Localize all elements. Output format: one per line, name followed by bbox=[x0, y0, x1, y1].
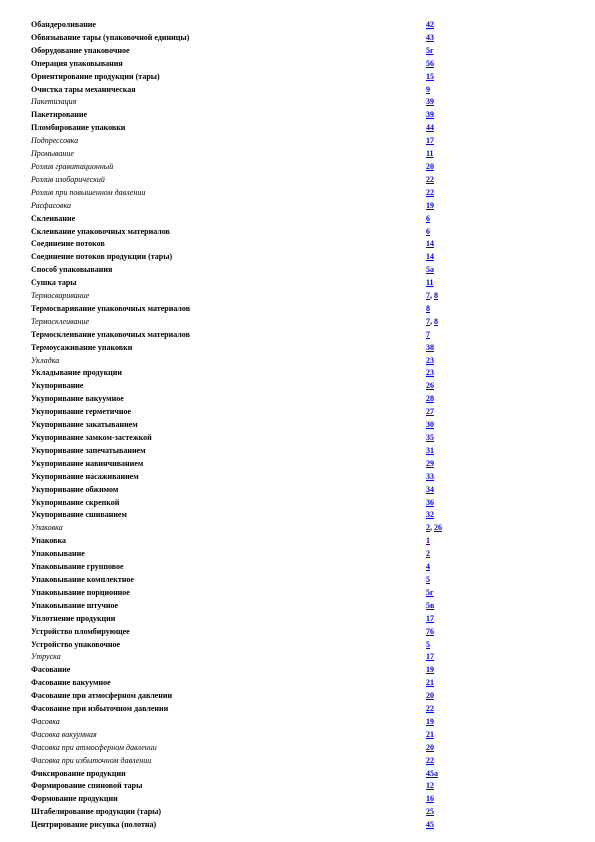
index-row bbox=[31, 561, 571, 574]
index-row bbox=[31, 677, 571, 690]
index-refs bbox=[426, 135, 434, 148]
index-ref-link[interactable]: 39 bbox=[426, 97, 434, 107]
index-ref-link[interactable]: 6 bbox=[426, 226, 430, 236]
index-refs bbox=[426, 755, 434, 768]
index-term: Фасование при избыточном давлении bbox=[31, 704, 169, 714]
index-ref-link[interactable]: 42 bbox=[426, 20, 434, 29]
index-row bbox=[31, 213, 571, 226]
index-refs bbox=[426, 303, 430, 316]
index-ref-link[interactable]: 20 bbox=[426, 742, 434, 752]
index-refs bbox=[426, 509, 434, 522]
index-term: Укупоривание вакуумное bbox=[31, 394, 124, 404]
index-term: Фасование при атмосферном давлении bbox=[31, 691, 173, 701]
index-row bbox=[31, 238, 571, 251]
index-ref-link[interactable]: 21 bbox=[426, 729, 434, 739]
index-row bbox=[31, 432, 571, 445]
index-refs bbox=[426, 264, 434, 277]
index-term: Штабелирование продукции (тары) bbox=[31, 807, 162, 817]
index-ref-link[interactable]: 14 bbox=[426, 252, 434, 262]
index-row bbox=[31, 780, 571, 793]
index-row bbox=[31, 471, 571, 484]
index-refs bbox=[426, 316, 438, 329]
index-term: Фасовка при атмосферном давлении bbox=[31, 742, 157, 752]
index-ref-link[interactable]: 30 bbox=[426, 420, 434, 430]
index-row bbox=[31, 664, 571, 677]
index-refs bbox=[426, 780, 434, 793]
index-refs bbox=[426, 742, 434, 755]
index-row bbox=[31, 277, 571, 290]
index-refs bbox=[426, 793, 434, 806]
index-row bbox=[31, 303, 571, 316]
index-row bbox=[31, 729, 571, 742]
index-ref-link[interactable]: 7 bbox=[426, 291, 430, 301]
index-term: Розлив гравитационный bbox=[31, 161, 114, 171]
index-row bbox=[31, 703, 571, 716]
index-row bbox=[31, 458, 571, 471]
index-term: Розлив при повышенном давлении bbox=[31, 187, 146, 197]
index-term: Формование продукции bbox=[31, 794, 118, 804]
index-ref-link[interactable]: 19 bbox=[426, 716, 434, 726]
index-term: Соединение потоков продукции (тары) bbox=[31, 252, 173, 262]
index-row bbox=[31, 690, 571, 703]
index-term: Склеивание bbox=[31, 213, 76, 223]
index-refs bbox=[426, 342, 434, 355]
index-refs bbox=[426, 471, 434, 484]
index-ref-link[interactable]: 9 bbox=[426, 84, 430, 94]
index-term: Термосклеивание bbox=[31, 316, 90, 326]
index-ref-link[interactable]: 2 bbox=[426, 549, 430, 559]
index-term: Упаковывание групповое bbox=[31, 562, 124, 572]
index-refs bbox=[426, 587, 434, 600]
index-ref-link[interactable]: 45 bbox=[426, 820, 434, 830]
index-row bbox=[31, 329, 571, 342]
index-term: Упаковывание комплектное bbox=[31, 574, 134, 584]
index-term: Оборудование упаковочное bbox=[31, 45, 130, 55]
index-term: Укупоривание bbox=[31, 381, 84, 391]
index-row bbox=[31, 251, 571, 264]
index-term: Термосваривание bbox=[31, 291, 90, 301]
index-term: Розлив изобарический bbox=[31, 174, 105, 184]
index-term: Укупоривание запечатыванием bbox=[31, 445, 146, 455]
index-ref-link[interactable]: 5г bbox=[426, 587, 434, 597]
index-ref-link[interactable]: 19 bbox=[426, 200, 434, 210]
index-refs bbox=[426, 690, 434, 703]
index-row bbox=[31, 639, 571, 652]
index-row bbox=[31, 290, 571, 303]
index-ref-link[interactable]: 5 bbox=[426, 574, 430, 584]
index-ref-link[interactable]: 15 bbox=[426, 71, 434, 81]
index-row bbox=[31, 419, 571, 432]
index-ref-link[interactable]: 5в bbox=[426, 600, 435, 610]
index-refs bbox=[426, 226, 430, 239]
index-ref-link[interactable]: 22 bbox=[426, 755, 434, 765]
index-refs bbox=[426, 380, 434, 393]
index-ref-link[interactable]: 25 bbox=[426, 807, 434, 817]
index-term: Операция упаковывания bbox=[31, 58, 123, 68]
index-row bbox=[31, 148, 571, 161]
index-refs bbox=[426, 458, 434, 471]
index-ref-link[interactable]: 23 bbox=[426, 355, 434, 365]
index-row bbox=[31, 187, 571, 200]
index-ref-link[interactable]: 36 bbox=[426, 497, 434, 507]
index-refs bbox=[426, 109, 434, 122]
index-row bbox=[31, 109, 571, 122]
index-row bbox=[31, 484, 571, 497]
index-refs bbox=[426, 716, 434, 729]
index-ref-link[interactable]: 17 bbox=[426, 613, 434, 623]
index-refs bbox=[426, 393, 434, 406]
index-row bbox=[31, 819, 571, 832]
index-term: Термосваривание упаковочных материалов bbox=[31, 303, 191, 313]
index-row bbox=[31, 445, 571, 458]
index-refs bbox=[426, 355, 434, 368]
index-refs bbox=[426, 96, 434, 109]
index-ref-link[interactable]: 27 bbox=[426, 407, 434, 417]
index-term: Фасовка bbox=[31, 716, 60, 726]
index-refs bbox=[426, 768, 438, 781]
index-row bbox=[31, 264, 571, 277]
index-refs bbox=[426, 277, 434, 290]
index-term: Способ упаковывания bbox=[31, 265, 113, 275]
index-refs bbox=[426, 626, 434, 639]
index-refs bbox=[426, 497, 434, 510]
index-row bbox=[31, 793, 571, 806]
index-term: Устройство пломбирующее bbox=[31, 626, 130, 636]
index-refs bbox=[426, 58, 434, 71]
index-row bbox=[31, 32, 571, 45]
index-ref-link[interactable]: 8 bbox=[434, 316, 438, 326]
index-ref-link[interactable]: 4 bbox=[426, 562, 430, 572]
index-refs bbox=[426, 522, 442, 535]
index-row bbox=[31, 509, 571, 522]
index-row bbox=[31, 548, 571, 561]
index-ref-link[interactable]: 22 bbox=[426, 187, 434, 197]
index-refs bbox=[426, 84, 430, 97]
index-refs bbox=[426, 484, 434, 497]
index-row bbox=[31, 355, 571, 368]
index-term: Обвязывание тары (упаковочной единицы) bbox=[31, 32, 190, 42]
index-refs bbox=[426, 600, 434, 613]
index-ref-link[interactable]: 22 bbox=[426, 174, 434, 184]
index-row bbox=[31, 522, 571, 535]
index-row bbox=[31, 768, 571, 781]
index-ref-link[interactable]: 12 bbox=[426, 781, 434, 791]
index-term: Укупоривание обжимом bbox=[31, 484, 119, 494]
index-row bbox=[31, 200, 571, 213]
index-ref-link[interactable]: 38 bbox=[426, 342, 434, 352]
index-term: Упаковывание штучное bbox=[31, 600, 119, 610]
index-refs bbox=[426, 703, 434, 716]
index-ref-link[interactable]: 16 bbox=[426, 794, 434, 804]
index-term: Пакетирование bbox=[31, 110, 88, 120]
index-term: Сушка тары bbox=[31, 278, 77, 288]
index-refs bbox=[426, 639, 430, 652]
index-term: Пломбирование упаковки bbox=[31, 123, 126, 133]
index-row bbox=[31, 367, 571, 380]
index-term: Упаковка bbox=[31, 523, 63, 533]
index-row bbox=[31, 380, 571, 393]
index-ref-link[interactable]: 6 bbox=[426, 213, 430, 223]
index-refs bbox=[426, 819, 434, 832]
index-term: Укладка bbox=[31, 355, 60, 365]
index-ref-link[interactable]: 26 bbox=[434, 523, 442, 533]
index-refs bbox=[426, 200, 434, 213]
index-row bbox=[31, 174, 571, 187]
index-refs bbox=[426, 535, 430, 548]
index-term: Термосклеивание упаковочных материалов bbox=[31, 329, 190, 339]
ref-separator: , bbox=[430, 316, 434, 326]
index-ref-link[interactable]: 76 bbox=[426, 626, 434, 636]
index-term: Укупоривание сшиванием bbox=[31, 510, 127, 520]
index-row bbox=[31, 613, 571, 626]
index-refs bbox=[426, 329, 430, 342]
index-row bbox=[31, 806, 571, 819]
index-ref-link[interactable]: 33 bbox=[426, 471, 434, 481]
index-ref-link[interactable]: 7 bbox=[426, 316, 430, 326]
index-refs bbox=[426, 187, 434, 200]
index-refs bbox=[426, 251, 434, 264]
index-row bbox=[31, 393, 571, 406]
index-ref-link[interactable]: 28 bbox=[426, 394, 434, 404]
term-index-list bbox=[31, 19, 571, 832]
index-ref-link[interactable]: 32 bbox=[426, 510, 434, 520]
index-term: Ориентирование продукции (тары) bbox=[31, 71, 160, 81]
index-term: Расфасовка bbox=[31, 200, 71, 210]
index-ref-link[interactable]: 45а bbox=[426, 768, 438, 778]
index-row bbox=[31, 45, 571, 58]
index-term: Склеивание упаковочных материалов bbox=[31, 226, 170, 236]
index-refs bbox=[426, 548, 430, 561]
index-ref-link[interactable]: 17 bbox=[426, 652, 434, 662]
index-refs bbox=[426, 613, 434, 626]
index-ref-link[interactable]: 44 bbox=[426, 123, 434, 133]
index-term: Упаковывание порционное bbox=[31, 587, 130, 597]
index-term: Упаковка bbox=[31, 536, 66, 546]
ref-separator: , bbox=[430, 291, 434, 301]
index-ref-link[interactable]: 8 bbox=[426, 303, 430, 313]
index-row bbox=[31, 535, 571, 548]
index-term: Очистка тары механическая bbox=[31, 84, 136, 94]
index-row bbox=[31, 122, 571, 135]
index-term: Укладывание продукции bbox=[31, 368, 123, 378]
index-refs bbox=[426, 419, 434, 432]
index-row bbox=[31, 574, 571, 587]
index-term: Укупоривание закатыванием bbox=[31, 420, 138, 430]
index-refs bbox=[426, 561, 430, 574]
index-ref-link[interactable]: 29 bbox=[426, 458, 434, 468]
index-ref-link[interactable]: 5г bbox=[426, 45, 434, 55]
index-ref-link[interactable]: 1 bbox=[426, 536, 430, 546]
index-refs bbox=[426, 71, 434, 84]
index-refs bbox=[426, 174, 434, 187]
index-row bbox=[31, 58, 571, 71]
index-refs bbox=[426, 45, 434, 58]
index-ref-link[interactable]: 5 bbox=[426, 639, 430, 649]
index-row bbox=[31, 19, 571, 32]
index-ref-link[interactable]: 34 bbox=[426, 484, 434, 494]
index-refs bbox=[426, 664, 434, 677]
index-ref-link[interactable]: 19 bbox=[426, 665, 434, 675]
index-refs bbox=[426, 213, 430, 226]
index-ref-link[interactable]: 56 bbox=[426, 58, 434, 68]
index-row bbox=[31, 497, 571, 510]
index-ref-link[interactable]: 14 bbox=[426, 239, 434, 249]
index-term: Соединение потоков bbox=[31, 239, 105, 249]
index-row bbox=[31, 161, 571, 174]
index-row bbox=[31, 755, 571, 768]
index-row bbox=[31, 651, 571, 664]
index-refs bbox=[426, 122, 434, 135]
index-term: Центрирование рисунка (полотна) bbox=[31, 820, 157, 830]
index-row bbox=[31, 587, 571, 600]
index-row bbox=[31, 742, 571, 755]
index-row bbox=[31, 226, 571, 239]
ref-separator: , bbox=[430, 523, 434, 533]
index-ref-link[interactable]: 8 bbox=[434, 291, 438, 301]
index-term: Укупоривание замком-застежкой bbox=[31, 433, 152, 442]
index-refs bbox=[426, 238, 434, 251]
index-term: Фасование вакуумное bbox=[31, 678, 111, 688]
index-row bbox=[31, 84, 571, 97]
index-ref-link[interactable]: 20 bbox=[426, 691, 434, 701]
index-ref-link[interactable]: 11 bbox=[426, 278, 434, 288]
index-row bbox=[31, 342, 571, 355]
index-term: Укупоривание герметичное bbox=[31, 407, 132, 417]
index-term: Обандероливание bbox=[31, 20, 96, 29]
index-term: Пакетизация bbox=[31, 97, 77, 107]
index-term: Утруска bbox=[31, 652, 61, 662]
index-refs bbox=[426, 32, 434, 45]
index-refs bbox=[426, 677, 434, 690]
index-ref-link[interactable]: 26 bbox=[426, 381, 434, 391]
index-term: Устройство упаковочное bbox=[31, 639, 121, 649]
index-term: Фиксирование продукции bbox=[31, 768, 126, 778]
index-row bbox=[31, 135, 571, 148]
index-row bbox=[31, 96, 571, 109]
index-row bbox=[31, 626, 571, 639]
index-ref-link[interactable]: 2 bbox=[426, 523, 430, 533]
index-term: Подпрессовка bbox=[31, 136, 79, 146]
index-ref-link[interactable]: 11 bbox=[426, 149, 434, 159]
index-row bbox=[31, 71, 571, 84]
index-term: Термоусаживание упаковки bbox=[31, 342, 133, 352]
index-term: Укупоривание насаживанием bbox=[31, 471, 139, 481]
index-term: Упаковывание bbox=[31, 549, 85, 559]
index-refs bbox=[426, 432, 434, 445]
index-term: Промывание bbox=[31, 149, 74, 159]
index-refs bbox=[426, 651, 434, 664]
index-refs bbox=[426, 806, 434, 819]
index-ref-link[interactable]: 31 bbox=[426, 445, 434, 455]
index-ref-link[interactable]: 20 bbox=[426, 161, 434, 171]
index-refs bbox=[426, 148, 434, 161]
index-term: Укупоривание навинчиванием bbox=[31, 458, 144, 468]
index-term: Уплотнение продукции bbox=[31, 613, 116, 623]
index-refs bbox=[426, 19, 434, 32]
index-term: Формирование спиновой тары bbox=[31, 781, 143, 791]
index-ref-link[interactable]: 35 bbox=[426, 433, 434, 442]
index-refs bbox=[426, 574, 430, 587]
index-refs bbox=[426, 367, 434, 380]
index-term: Фасовка при избыточном давлении bbox=[31, 755, 152, 765]
index-row bbox=[31, 316, 571, 329]
index-ref-link[interactable]: 7 bbox=[426, 329, 430, 339]
index-row bbox=[31, 406, 571, 419]
index-ref-link[interactable]: 43 bbox=[426, 32, 434, 42]
index-refs bbox=[426, 729, 434, 742]
index-row bbox=[31, 716, 571, 729]
index-refs bbox=[426, 161, 434, 174]
index-ref-link[interactable]: 21 bbox=[426, 678, 434, 688]
index-term: Укупоривание скрепкой bbox=[31, 497, 120, 507]
index-row bbox=[31, 600, 571, 613]
index-ref-link[interactable]: 17 bbox=[426, 136, 434, 146]
index-ref-link[interactable]: 39 bbox=[426, 110, 434, 120]
index-refs bbox=[426, 406, 434, 419]
index-ref-link[interactable]: 5а bbox=[426, 265, 434, 275]
index-term: Фасование bbox=[31, 665, 71, 675]
index-refs bbox=[426, 445, 434, 458]
index-ref-link[interactable]: 23 bbox=[426, 368, 434, 378]
index-refs bbox=[426, 290, 438, 303]
index-ref-link[interactable]: 22 bbox=[426, 704, 434, 714]
index-term: Фасовка вакуумная bbox=[31, 729, 97, 739]
